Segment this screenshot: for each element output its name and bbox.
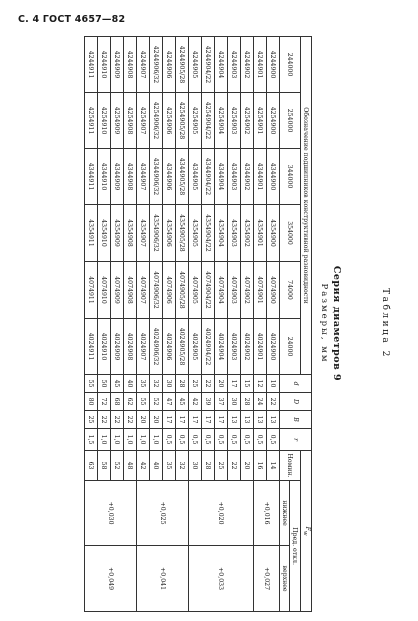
table-cell: 4354906/32 <box>150 205 163 262</box>
sizes-label: Размеры, мм <box>319 283 329 364</box>
table-cell: 13 <box>254 411 267 429</box>
table-cell: 4254900 <box>267 93 280 149</box>
header-row-2 <box>290 37 301 612</box>
table-cell: 4354904 <box>215 205 228 262</box>
header-F-sub: w <box>301 530 308 536</box>
table-cell: 4074911 <box>85 262 98 319</box>
table-cell: 22 <box>124 411 137 429</box>
table-cell: 37 <box>215 393 228 411</box>
table-cell: 4024904 <box>215 319 228 375</box>
table-row <box>124 37 137 612</box>
table-cell: 50 <box>98 375 111 393</box>
table-cell: 28 <box>241 393 254 411</box>
header-r: r <box>280 429 312 451</box>
table-cell: 80 <box>85 393 98 411</box>
table-cell: 0,5 <box>163 429 176 451</box>
table-cell: 4344909 <box>111 149 124 205</box>
table-cell: 4344906/32 <box>150 149 163 205</box>
table-cell: 4024902 <box>241 319 254 375</box>
designation-header-3: 354000 <box>280 205 301 262</box>
table-cell: 63 <box>85 451 98 481</box>
designation-header-1: 254000 <box>280 93 301 149</box>
designation-header-0: 244000 <box>280 37 301 93</box>
table-cell: 4354903 <box>228 205 241 262</box>
page-header: С. 4 ГОСТ 4657—82 <box>18 14 126 25</box>
table-cell: 4254908 <box>124 93 137 149</box>
table-cell: 4254910 <box>98 93 111 149</box>
table-cell: 4024909 <box>111 319 124 375</box>
table-cell: 68 <box>111 393 124 411</box>
table-cell: 22 <box>267 393 280 411</box>
table-cell: 4354907 <box>137 205 150 262</box>
table-cell: 4024901 <box>254 319 267 375</box>
table-cell: 4254904 <box>215 93 228 149</box>
table-cell: 4344907 <box>137 149 150 205</box>
table-cell: 28 <box>176 375 189 393</box>
table-cell: 45 <box>176 393 189 411</box>
table-cell: 4254911 <box>85 93 98 149</box>
table-cell: 32 <box>176 451 189 481</box>
header-upper: верхнее <box>280 546 290 612</box>
table-cell: 22 <box>228 451 241 481</box>
table-cell: 47 <box>163 393 176 411</box>
table-cell: 4354905/28 <box>176 205 189 262</box>
table-cell: 0,5 <box>228 429 241 451</box>
table-cell: 17 <box>202 411 215 429</box>
table-cell: 4074904 <box>215 262 228 319</box>
table-cell: 4354901 <box>254 205 267 262</box>
table-cell: 4244904/22 <box>202 37 215 93</box>
table-cell: 12 <box>254 375 267 393</box>
designation-header-2: 344000 <box>280 149 301 205</box>
table-cell: 0,5 <box>241 429 254 451</box>
table-cell: 4074908 <box>124 262 137 319</box>
header-lower: нижнее <box>280 481 290 546</box>
table-cell: 1,5 <box>85 429 98 451</box>
rotated-page-content <box>18 36 394 611</box>
table-cell: 4074900 <box>267 262 280 319</box>
table-cell: 4024904/22 <box>202 319 215 375</box>
table-cell: 4024905/28 <box>176 319 189 375</box>
bearing-table <box>84 36 312 612</box>
table-cell: 48 <box>124 451 137 481</box>
table-cell: 62 <box>124 393 137 411</box>
table-cell: 4244906 <box>163 37 176 93</box>
table-cell: 42 <box>189 393 202 411</box>
table-cell: 4024910 <box>98 319 111 375</box>
table-cell: 4254902 <box>241 93 254 149</box>
table-cell: 24 <box>254 393 267 411</box>
tolerance-lower: +0,020 <box>189 481 254 546</box>
table-cell: 4254906/32 <box>150 93 163 149</box>
table-cell: 17 <box>176 411 189 429</box>
table-row <box>267 37 280 612</box>
table-cell: 15 <box>241 375 254 393</box>
table-cell: 4074906 <box>163 262 176 319</box>
table-cell: 14 <box>267 451 280 481</box>
table-cell: 4344901 <box>254 149 267 205</box>
header-F: F <box>303 526 311 531</box>
table-cell: 17 <box>215 411 228 429</box>
header-Fw <box>301 451 312 612</box>
table-cell: 4344910 <box>98 149 111 205</box>
header-pred-otkl: Пред. откл. <box>290 481 301 612</box>
table-cell: 4074903 <box>228 262 241 319</box>
header-D: D <box>280 393 312 411</box>
table-cell: 4024908 <box>124 319 137 375</box>
table-cell: 4244911 <box>85 37 98 93</box>
table-cell: 13 <box>228 411 241 429</box>
table-cell: 17 <box>189 411 202 429</box>
table-cell: 4344905/28 <box>176 149 189 205</box>
table-cell: 22 <box>202 375 215 393</box>
table-cell: 4074905/28 <box>176 262 189 319</box>
table-cell: 30 <box>163 375 176 393</box>
table-cell: 40 <box>124 375 137 393</box>
table-cell: 4344902 <box>241 149 254 205</box>
table-cell: 4244907 <box>137 37 150 93</box>
table-cell: 4254901 <box>254 93 267 149</box>
table-cell: 4244902 <box>241 37 254 93</box>
table-cell: 22 <box>111 411 124 429</box>
table-cell: 4254905 <box>189 93 202 149</box>
table-cell: 4354902 <box>241 205 254 262</box>
table-cell: 22 <box>98 411 111 429</box>
table-cell: 4354906 <box>163 205 176 262</box>
table-cell: 4254903 <box>228 93 241 149</box>
table-cell: 0,5 <box>189 429 202 451</box>
table-cell: 4344908 <box>124 149 137 205</box>
table-cell: 4244903 <box>228 37 241 93</box>
table-cell: 4244904 <box>215 37 228 93</box>
table-cell: 4244905 <box>189 37 202 93</box>
table-cell: 35 <box>163 451 176 481</box>
table-cell: 17 <box>228 375 241 393</box>
header-row-1 <box>301 37 312 612</box>
table-cell: 25 <box>85 411 98 429</box>
table-cell: 4074904/22 <box>202 262 215 319</box>
table-cell: 1,0 <box>98 429 111 451</box>
tolerance-upper: +0,041 <box>137 546 189 612</box>
table-cell: 4254907 <box>137 93 150 149</box>
table-cell: 4354909 <box>111 205 124 262</box>
table-cell: 4354904/22 <box>202 205 215 262</box>
table-cell: 1,0 <box>111 429 124 451</box>
table-cell: 4254905/28 <box>176 93 189 149</box>
table-cell: 25 <box>189 375 202 393</box>
table-cell: 39 <box>202 393 215 411</box>
tolerance-upper: +0,049 <box>85 546 137 612</box>
table-cell: 4344900 <box>267 149 280 205</box>
table-cell: 4244906/32 <box>150 37 163 93</box>
table-cell: 1,0 <box>150 429 163 451</box>
table-label: Таблица 2 <box>380 288 390 359</box>
table-cell: 4074910 <box>98 262 111 319</box>
table-cell: 13 <box>241 411 254 429</box>
table-cell: 30 <box>189 451 202 481</box>
table-row <box>176 37 189 612</box>
table-cell: 4344905 <box>189 149 202 205</box>
table-cell: 4244905/28 <box>176 37 189 93</box>
table-cell: 4354911 <box>85 205 98 262</box>
table-cell: 30 <box>228 393 241 411</box>
series-title: Серия диаметров 9 <box>331 265 342 382</box>
designation-header-5: 24000 <box>280 319 301 375</box>
table-cell: 45 <box>111 375 124 393</box>
table-cell: 4354900 <box>267 205 280 262</box>
table-cell: 4254904/22 <box>202 93 215 149</box>
table-cell: 0,5 <box>267 429 280 451</box>
table-cell: 4024907 <box>137 319 150 375</box>
table-cell: 4074907 <box>137 262 150 319</box>
table-cell: 4024906 <box>163 319 176 375</box>
table-cell: 20 <box>150 411 163 429</box>
table-cell: 42 <box>137 451 150 481</box>
table-cell: 1,0 <box>137 429 150 451</box>
table-cell: 72 <box>98 393 111 411</box>
table-cell: 4074901 <box>254 262 267 319</box>
table-cell: 4074906/32 <box>150 262 163 319</box>
designation-header-4: 74000 <box>280 262 301 319</box>
table-cell: 4354905 <box>189 205 202 262</box>
table-cell: 17 <box>163 411 176 429</box>
table-cell: 32 <box>150 375 163 393</box>
table-body <box>85 37 280 612</box>
table-cell: 4244909 <box>111 37 124 93</box>
table-cell: 4244900 <box>267 37 280 93</box>
table-cell: 4344904/22 <box>202 149 215 205</box>
table-cell: 25 <box>215 451 228 481</box>
table-cell: 4354910 <box>98 205 111 262</box>
designation-group-header: Обозначение подшипников конструктивной разновидности <box>301 37 312 375</box>
table-cell: 4254909 <box>111 93 124 149</box>
table-cell: 40 <box>150 451 163 481</box>
table-cell: 4074909 <box>111 262 124 319</box>
table-cell: 20 <box>137 411 150 429</box>
table-cell: 20 <box>215 375 228 393</box>
table-cell: 4024900 <box>267 319 280 375</box>
table-cell: 0,5 <box>254 429 267 451</box>
header-d: d <box>280 375 312 393</box>
table-cell: 4024905 <box>189 319 202 375</box>
table-cell: 0,5 <box>176 429 189 451</box>
header-B: B <box>280 411 312 429</box>
table-cell: 1,0 <box>124 429 137 451</box>
table-cell: 4024903 <box>228 319 241 375</box>
tolerance-upper: +0,027 <box>254 546 280 612</box>
table-cell: 4244908 <box>124 37 137 93</box>
table-cell: 0,5 <box>215 429 228 451</box>
table-cell: 4344906 <box>163 149 176 205</box>
table-cell: 4344904 <box>215 149 228 205</box>
table-cell: 20 <box>241 451 254 481</box>
table-cell: 10 <box>267 375 280 393</box>
table-cell: 4024911 <box>85 319 98 375</box>
table-cell: 52 <box>111 451 124 481</box>
table-cell: 4254906 <box>163 93 176 149</box>
table-cell: 0,5 <box>202 429 215 451</box>
tolerance-lower: +0,025 <box>137 481 189 546</box>
table-cell: 4244901 <box>254 37 267 93</box>
table-cell: 4344911 <box>85 149 98 205</box>
table-cell: 58 <box>98 451 111 481</box>
table-row <box>241 37 254 612</box>
table-cell: 4074905 <box>189 262 202 319</box>
table-cell: 4024906/32 <box>150 319 163 375</box>
table-cell: 55 <box>85 375 98 393</box>
table-cell: 35 <box>137 375 150 393</box>
tolerance-upper: +0,033 <box>189 546 254 612</box>
table-cell: 16 <box>254 451 267 481</box>
table-cell: 28 <box>202 451 215 481</box>
table-cell: 4354908 <box>124 205 137 262</box>
tolerance-lower: +0,030 <box>85 481 137 546</box>
table-cell: 4074902 <box>241 262 254 319</box>
tolerance-lower: +0,016 <box>254 481 280 546</box>
table-cell: 13 <box>267 411 280 429</box>
table-cell: 55 <box>137 393 150 411</box>
header-nominal: Номин. <box>280 451 301 481</box>
table-cell: 4344903 <box>228 149 241 205</box>
table-cell: 4244910 <box>98 37 111 93</box>
table-cell: 52 <box>150 393 163 411</box>
